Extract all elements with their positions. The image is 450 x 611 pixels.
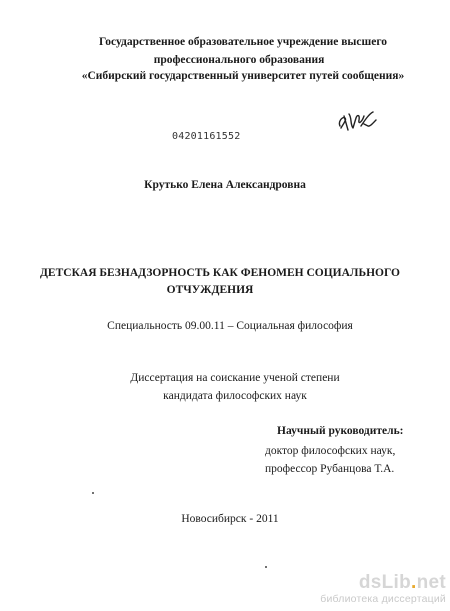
author-name: Крутько Елена Александровна bbox=[144, 179, 306, 191]
institution-line-1: Государственное образовательное учреждение высшего bbox=[98, 36, 388, 48]
institution-line-3: «Сибирский государственный университет путей сообщения» bbox=[81, 70, 405, 82]
watermark-caption: библиотека диссертаций bbox=[320, 593, 446, 605]
institution-line-2: профессионального образования bbox=[153, 54, 325, 66]
scan-speck bbox=[92, 492, 94, 494]
supervisor-name: профессор Рубанцова Т.А. bbox=[265, 463, 395, 475]
supervisor-degree: доктор философских наук, bbox=[265, 445, 396, 457]
scan-speck bbox=[265, 566, 267, 568]
degree-statement-line-2: кандидата философских наук bbox=[163, 390, 307, 402]
watermark-logo bbox=[286, 573, 446, 593]
dissertation-title-line-1: ДЕТСКАЯ БЕЗНАДЗОРНОСТЬ КАК ФЕНОМЕН СОЦИАЛЬНОГО bbox=[40, 267, 400, 279]
city-year: Новосибирск - 2011 bbox=[181, 513, 279, 525]
dslib-watermark bbox=[286, 573, 446, 609]
dissertation-title-line-2: ОТЧУЖДЕНИЯ bbox=[166, 284, 254, 296]
watermark-logo-suffix: net bbox=[416, 572, 446, 593]
handwritten-signature bbox=[334, 104, 380, 138]
specialty: Специальность 09.00.11 – Социальная философия bbox=[107, 320, 353, 332]
supervisor-label: Научный руководитель: bbox=[277, 425, 404, 437]
watermark-logo-dot: . bbox=[411, 572, 417, 593]
registration-code: 04201161552 bbox=[172, 131, 241, 142]
watermark-logo-prefix: dsLib bbox=[358, 572, 411, 593]
degree-statement-line-1: Диссертация на соискание ученой степени bbox=[130, 372, 340, 384]
